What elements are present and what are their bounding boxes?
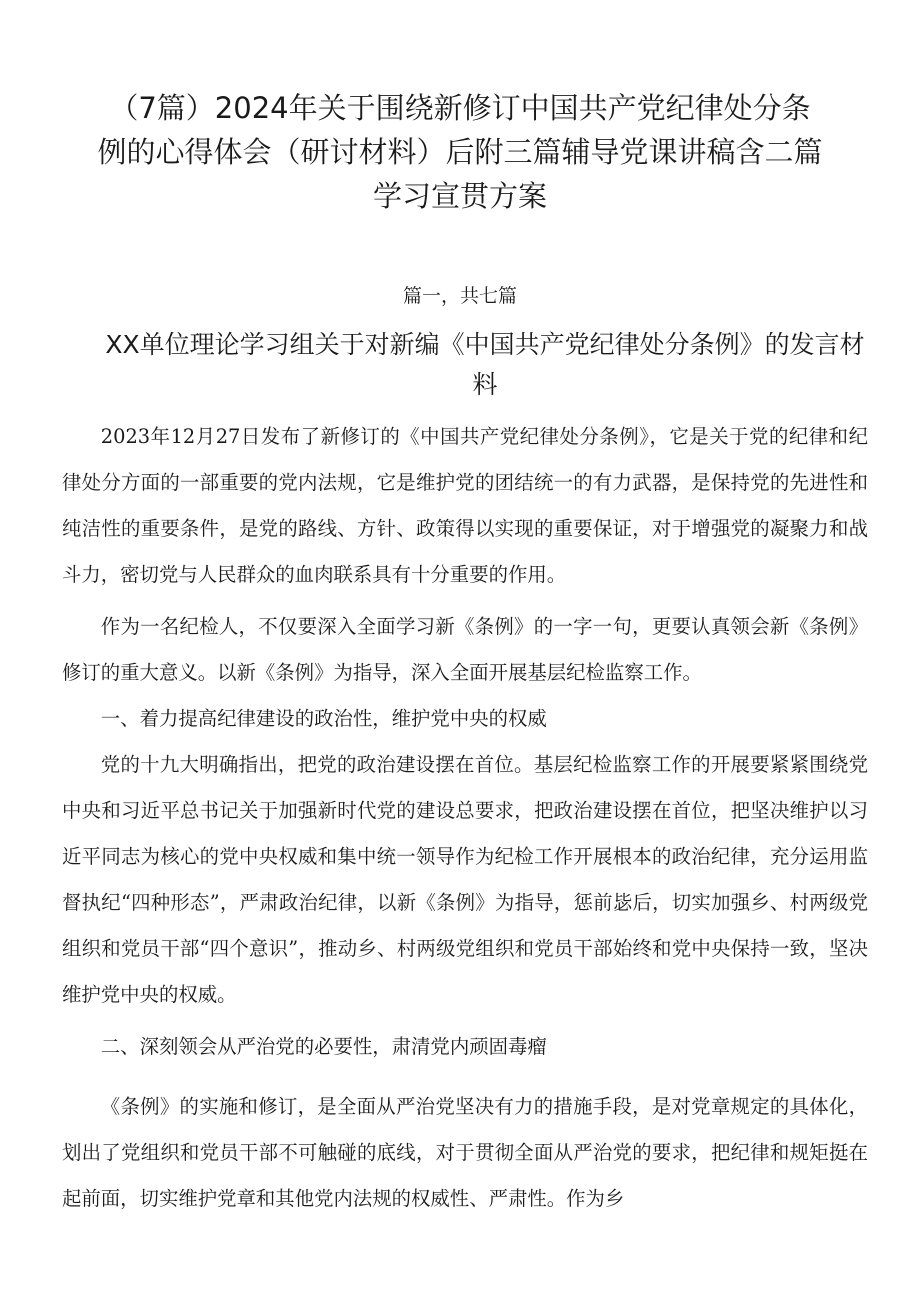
article-body: [62, 414, 868, 1222]
paragraph-role: 作为一名纪检人，不仅要深入全面学习新《条例》的一字一句，更要认真领会新《条例》修订的重大意义。以新《条例》为指导，深入全面开展基层纪检监察工作。: [62, 615, 868, 684]
section-label: 篇一，共七篇: [402, 285, 517, 307]
document-title: （7篇）2024年关于围绕新修订中国共产党纪律处分条例的心得体会（研讨材料）后附三篇辅导党课讲稿含二篇学习宣贯方案: [97, 91, 823, 213]
heading-point-one: 一、着力提高纪律建设的政治性，维护党中央的权威: [100, 707, 547, 730]
article-title: XX单位理论学习组关于对新编《中国共产党纪律处分条例》的发言材料: [105, 330, 865, 399]
heading-point-two: 二、深刻领会从严治党的必要性，肃清党内顽固毒瘤: [100, 1035, 547, 1058]
paragraph-point-two: 《条例》的实施和修订，是全面从严治党坚决有力的措施手段，是对党章规定的具体化，划出了党组织和党员干部不可触碰的底线，对于贯彻全面从严治党的要求，把纪律和规矩挺在起前面，切实维护党章和其他党内法规的权威性、严肃性。作为乡: [62, 1095, 868, 1210]
paragraph-intro: 2023年12月27日发布了新修订的《中国共产党纪律处分条例》，它是关于党的纪律和纪律处分方面的一部重要的党内法规，它是维护党的团结统一的有力武器，是保持党的先进性和纯洁性的重要条件，是党的路线、方针、政策得以实现的重要保证，对于增强党的凝聚力和战斗力，密切党与人民群众的血肉联系具有十分重要的作用。: [62, 425, 868, 586]
paragraph-point-one: 党的十九大明确指出，把党的政治建设摆在首位。基层纪检监察工作的开展要紧紧围绕党中央和习近平总书记关于加强新时代党的建设总要求，把政治建设摆在首位，把坚决维护以习近平同志为核心的党中央权威和集中统一领导作为纪检工作开展根本的政治纪律，充分运用监督执纪“四种形态”，严肃政治纪律，以新《条例》为指导，惩前毖后，切实加强乡、村两级党组织和党员干部“四个意识”，推动乡、村两级党组织和党员干部始终和党中央保持一致，坚决维护党中央的权威。: [62, 753, 868, 1006]
